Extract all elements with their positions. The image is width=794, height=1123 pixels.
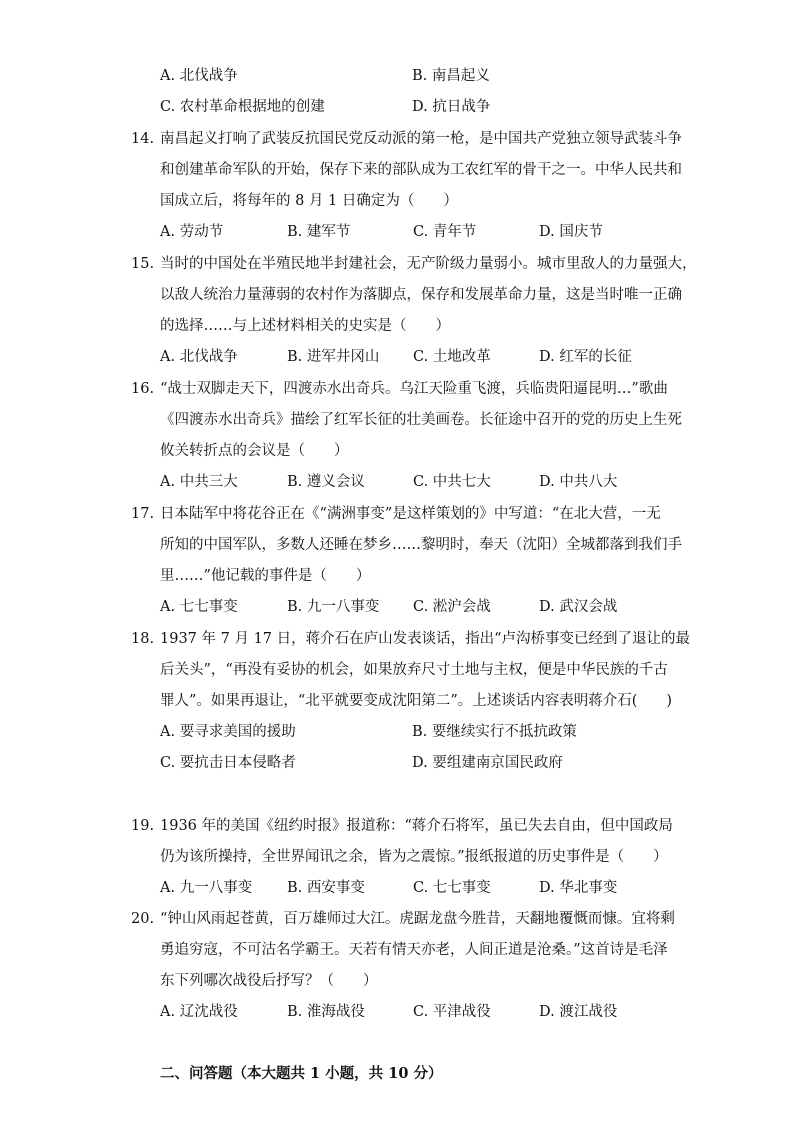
section-heading: 二、问答题（本大题共 1 小题，共 10 分） (160, 1065, 443, 1082)
q18-number: 18. (131, 631, 155, 647)
q15-stem-line: 的选择……与上述材料相关的史实是（ ） (160, 318, 450, 334)
q18-option-c: C. 要抗击日本侵略者 (160, 755, 296, 771)
q13-option-b: B. 南昌起义 (412, 68, 490, 84)
q18-stem-line: 1937 年 7 月 17 日，蒋介石在庐山发表谈话，指出“卢沟桥事变已经到了退让的最 (160, 631, 691, 647)
q17-number: 17. (131, 506, 155, 522)
q15-stem-line: 当时的中国处在半殖民地半封建社会，无产阶级力量弱小。城市里敌人的力量强大， (160, 256, 697, 272)
q14-option-b: B. 建军节 (287, 224, 351, 240)
q20-number: 20. (131, 911, 155, 927)
q13-option-a: A. 北伐战争 (160, 68, 238, 84)
q14-stem-line: 和创建革命军队的开始，保存下来的部队成为工农红军的骨干之一。中华人民共和 (160, 162, 682, 178)
q19-option-b: B. 西安事变 (287, 880, 365, 896)
q17-option-d: D. 武汉会战 (539, 599, 618, 615)
q20-stem-line: “钟山风雨起苍黄，百万雄师过大江。虎踞龙盘今胜昔，天翻地覆慨而慷。宜将剩 (160, 911, 675, 927)
q15-option-a: A. 北伐战争 (160, 349, 238, 365)
q16-option-c: C. 中共七大 (413, 474, 491, 490)
q20-option-c: C. 平津战役 (413, 1004, 491, 1020)
q18-stem-line: 罪人”。如果再退让，“北平就要变成沈阳第二”。上述谈话内容表明蒋介石( ) (160, 693, 673, 709)
q19-number: 19. (131, 818, 155, 834)
q19-option-d: D. 华北事变 (539, 880, 618, 896)
q14-number: 14. (131, 131, 155, 147)
q17-option-b: B. 九一八事变 (287, 599, 380, 615)
q14-option-d: D. 国庆节 (539, 224, 603, 240)
q17-option-a: A. 七七事变 (160, 599, 238, 615)
q16-stem-line: “战士双脚走天下，四渡赤水出奇兵。乌江天险重飞渡，兵临贵阳逼昆明…”歌曲 (160, 381, 668, 397)
q16-option-b: B. 遵义会议 (287, 474, 365, 490)
q16-stem-line: 《四渡赤水出奇兵》描绘了红军长征的壮美画卷。长征途中召开的党的历史上生死 (160, 412, 682, 428)
q20-option-d: D. 渡江战役 (539, 1004, 618, 1020)
q13-option-d: D. 抗日战争 (412, 99, 491, 115)
q20-stem-line: 东下列哪次战役后抒写？（ ） (160, 973, 378, 989)
q19-stem-line: 1936 年的美国《纽约时报》报道称：“蒋介石将军，虽已失去自由，但中国政局 (160, 818, 673, 834)
q20-option-a: A. 辽沈战役 (160, 1004, 238, 1020)
q16-option-a: A. 中共三大 (160, 474, 238, 490)
q18-stem-line: 后关头”，“再没有妥协的机会，如果放弃尺寸土地与主权，便是中华民族的千古 (160, 662, 668, 678)
q18-option-a: A. 要寻求美国的援助 (160, 724, 296, 740)
q14-stem-line: 南昌起义打响了武装反抗国民党反动派的第一枪，是中国共产党独立领导武装斗争 (160, 131, 682, 147)
q15-number: 15. (131, 256, 155, 272)
q15-stem-line: 以敌人统治力量薄弱的农村作为落脚点，保存和发展革命力量，这是当时唯一正确 (160, 287, 682, 303)
q16-number: 16. (131, 381, 155, 397)
q16-stem-line: 攸关转折点的会议是（ ） (160, 443, 349, 459)
q19-stem-line: 仍为该所操持，全世界闻讯之余，皆为之震惊。”报纸报道的历史事件是（ ） (160, 849, 668, 865)
q17-stem-line: 里……”他记载的事件是（ ） (160, 568, 371, 584)
q13-option-c: C. 农村革命根据地的创建 (160, 99, 325, 115)
q14-option-a: A. 劳动节 (160, 224, 224, 240)
q20-stem-line: 勇追穷寇，不可沽名学霸王。天若有情天亦老，人间正道是沧桑。”这首诗是毛泽 (160, 942, 668, 958)
q15-option-b: B. 进军井冈山 (287, 349, 380, 365)
q20-option-b: B. 淮海战役 (287, 1004, 365, 1020)
q17-stem-line: 所知的中国军队，多数人还睡在梦乡……黎明时，奉天（沈阳）全城都落到我们手 (160, 537, 682, 553)
q15-option-d: D. 红军的长征 (539, 349, 632, 365)
q17-stem-line: 日本陆军中将花谷正在《“满洲事变”是这样策划的》中写道：“在北大营，一无 (160, 506, 661, 522)
q19-option-a: A. 九一八事变 (160, 880, 253, 896)
q16-option-d: D. 中共八大 (539, 474, 618, 490)
q14-option-c: C. 青年节 (413, 224, 477, 240)
q18-option-b: B. 要继续实行不抵抗政策 (412, 724, 577, 740)
q17-option-c: C. 淞沪会战 (413, 599, 491, 615)
q18-option-d: D. 要组建南京国民政府 (412, 755, 563, 771)
q15-option-c: C. 土地改革 (413, 349, 491, 365)
q14-stem-line: 国成立后，将每年的 8 月 1 日确定为（ ） (160, 193, 458, 209)
q19-option-c: C. 七七事变 (413, 880, 491, 896)
